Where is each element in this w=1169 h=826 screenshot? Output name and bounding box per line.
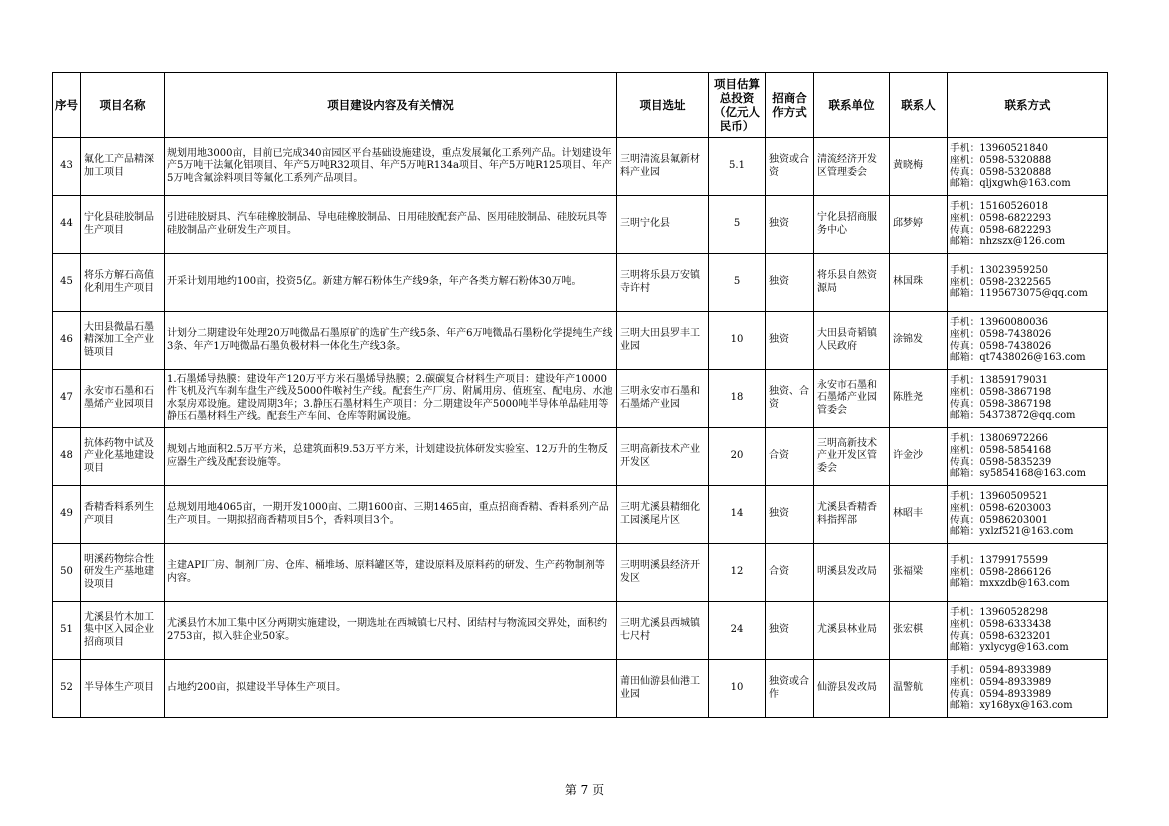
cell-contact-info [948, 196, 1108, 254]
contact-line: 传真：0598-5835239 [950, 456, 1052, 468]
cell-investment: 24 [709, 602, 766, 660]
contact-line: 座机：0598-2866126 [950, 566, 1052, 578]
cell-project-name: 大田县微晶石墨精深加工全产业链项目 [81, 312, 165, 370]
cell-cooperation-mode: 独资或合资 [766, 138, 814, 196]
project-table-sheet [52, 72, 1107, 718]
cell-investment: 5 [709, 254, 766, 312]
contact-line: 传真：0598-5320888 [950, 166, 1052, 178]
page-number: 第 7 页 [564, 783, 605, 797]
cell-project-name: 香精香料系列生产项目 [81, 486, 165, 544]
cell-investment: 5.1 [709, 138, 766, 196]
cell-contact-person: 林国珠 [890, 254, 948, 312]
cell-content: 主建API厂房、制剂厂房、仓库、桶堆场、原料罐区等，建设原料及原料药的研发、生产药物制剂等内容。 [165, 544, 617, 602]
cell-no: 48 [53, 428, 81, 486]
cell-site: 三明高新技术产业开发区 [617, 428, 709, 486]
cell-contact-unit: 明溪县发改局 [814, 544, 890, 602]
table-row [53, 312, 1108, 370]
contact-line: 邮箱：yxlycyg@163.com [950, 642, 1069, 654]
cell-site: 三明宁化县 [617, 196, 709, 254]
cell-contact-person: 涂锦发 [890, 312, 948, 370]
cell-project-name: 氟化工产品精深加工项目 [81, 138, 165, 196]
cell-site: 三明将乐县万安镇寺许村 [617, 254, 709, 312]
cell-content: 计划分二期建设年处理20万吨微晶石墨原矿的选矿生产线5条、年产6万吨微晶石墨粉化学提纯生产线3条、年产1万吨微晶石墨负极材料一体化生产线3条。 [165, 312, 617, 370]
cell-contact-info [948, 312, 1108, 370]
contact-line: 手机：13806972266 [950, 432, 1048, 444]
table-header-row [53, 73, 1108, 138]
cell-site: 三明大田县罗丰工业园 [617, 312, 709, 370]
cell-contact-info [948, 602, 1108, 660]
cell-content: 规划占地面积2.5万平方米，总建筑面积9.53万平方米，计划建设抗体研发实验室、12万升的生物反应器生产线及配套设施等。 [165, 428, 617, 486]
contact-line: 传真：0598-6323201 [950, 630, 1052, 642]
cell-contact-unit: 三明高新技术产业开发区管委会 [814, 428, 890, 486]
contact-line: 邮箱：54373872@qq.com [950, 410, 1076, 422]
cell-contact-unit: 宁化县招商服务中心 [814, 196, 890, 254]
cell-investment: 10 [709, 660, 766, 718]
header-unit: 联系单位 [814, 73, 890, 138]
header-site: 项目选址 [617, 73, 709, 138]
cell-no: 47 [53, 370, 81, 428]
cell-contact-person: 张福梁 [890, 544, 948, 602]
cell-no: 52 [53, 660, 81, 718]
cell-no: 43 [53, 138, 81, 196]
cell-contact-unit: 大田县奇韬镇人民政府 [814, 312, 890, 370]
contact-line: 邮箱：1195673075@qq.com [950, 288, 1088, 300]
cell-no: 45 [53, 254, 81, 312]
cell-project-name: 明溪药物综合性研发生产基地建设项目 [81, 544, 165, 602]
cell-content: 开采计划用地约100亩，投资5亿。新建方解石粉体生产线9条，年产各类方解石粉体30万吨。 [165, 254, 617, 312]
table-row [53, 660, 1108, 718]
cell-contact-person: 邱梦婷 [890, 196, 948, 254]
cell-no: 49 [53, 486, 81, 544]
header-mode: 招商合作方式 [766, 73, 814, 138]
cell-content: 引进硅胶厨具、汽车硅橡胶制品、导电硅橡胶制品、日用硅胶配套产品、医用硅胶制品、硅胶玩具等硅胶制品产业研发生产项目。 [165, 196, 617, 254]
cell-site: 三明尤溪县精细化工园溪尾片区 [617, 486, 709, 544]
cell-contact-info [948, 370, 1108, 428]
cell-project-name: 宁化县硅胶制品生产项目 [81, 196, 165, 254]
header-invest: 项目估算总投资（亿元人民币） [709, 73, 766, 138]
contact-line: 手机：13859179031 [950, 374, 1048, 386]
cell-investment: 12 [709, 544, 766, 602]
cell-contact-info [948, 138, 1108, 196]
project-table [52, 72, 1108, 718]
contact-line: 手机：15160526018 [950, 200, 1048, 212]
contact-line: 座机：0598-6822293 [950, 212, 1052, 224]
cell-contact-unit: 尤溪县香精香料指挥部 [814, 486, 890, 544]
header-contact: 联系方式 [948, 73, 1108, 138]
table-row [53, 196, 1108, 254]
table-row [53, 486, 1108, 544]
cell-contact-unit: 清流经济开发区管理委会 [814, 138, 890, 196]
table-row [53, 544, 1108, 602]
contact-line: 手机：13023959250 [950, 264, 1048, 276]
cell-site: 莆田仙游县仙港工业园 [617, 660, 709, 718]
contact-line: 传真：0598-3867198 [950, 398, 1052, 410]
cell-content: 规划用地3000亩，目前已完成340亩园区平台基础设施建设，重点发展氟化工系列产品。计划建设年产5万吨干法氟化铝项目、年产5万吨R32项目、年产5万吨R134a项目、年产5万吨R125项目、年产5万吨含氟涂料项目等氟化工系列产品项目。 [165, 138, 617, 196]
contact-line: 手机：13799175599 [950, 554, 1048, 566]
cell-no: 50 [53, 544, 81, 602]
cell-contact-person: 张宏棋 [890, 602, 948, 660]
contact-line: 座机：0598-2322565 [950, 276, 1052, 288]
header-no: 序号 [53, 73, 81, 138]
cell-project-name: 抗体药物中试及产业化基地建设项目 [81, 428, 165, 486]
cell-investment: 10 [709, 312, 766, 370]
contact-line: 手机：13960509521 [950, 490, 1048, 502]
contact-line: 座机：0598-7438026 [950, 328, 1052, 340]
cell-contact-person: 林昭丰 [890, 486, 948, 544]
cell-project-name: 尤溪县竹木加工集中区入园企业招商项目 [81, 602, 165, 660]
contact-line: 座机：0598-6333438 [950, 618, 1052, 630]
table-row [53, 138, 1108, 196]
header-name: 项目名称 [81, 73, 165, 138]
contact-line: 传真：0598-7438026 [950, 340, 1052, 352]
cell-investment: 18 [709, 370, 766, 428]
cell-cooperation-mode: 独资 [766, 486, 814, 544]
cell-contact-info [948, 544, 1108, 602]
table-row [53, 428, 1108, 486]
cell-contact-info [948, 254, 1108, 312]
contact-line: 邮箱：qljxgwh@163.com [950, 178, 1071, 190]
contact-line: 邮箱：xy168yx@163.com [950, 700, 1073, 712]
cell-site: 三明永安市石墨和石墨烯产业园 [617, 370, 709, 428]
table-row [53, 370, 1108, 428]
cell-content: 1.石墨烯导热膜：建设年产120万平方米石墨烯导热膜；2.碳碳复合材料生产项目：建设年产10000件飞机及汽车刹车盘生产线及5000件喉衬生产线。配套生产厂房、附属用房、值班室、配电房、水池水泵房邓设施。建设周期3年；3.静压石墨材料生产项目：分二期建设年产5000吨半导体单晶硅用等静压石墨材料生产线。配套生产车间、仓库等附属设施。 [165, 370, 617, 428]
contact-line: 传真：0598-6822293 [950, 224, 1052, 236]
contact-line: 传真：0594-8933989 [950, 688, 1052, 700]
cell-content: 尤溪县竹木加工集中区分两期实施建设，一期选址在西城镇七尺村、团结村与物流园交界处，面积约2753亩，拟入驻企业50家。 [165, 602, 617, 660]
cell-contact-info [948, 660, 1108, 718]
cell-no: 51 [53, 602, 81, 660]
contact-line: 手机：13960521840 [950, 142, 1048, 154]
table-row [53, 602, 1108, 660]
table-row [53, 254, 1108, 312]
contact-line: 邮箱：sy5854168@163.com [950, 468, 1086, 480]
cell-site: 三明尤溪县西城镇七尺村 [617, 602, 709, 660]
cell-cooperation-mode: 独资 [766, 602, 814, 660]
cell-contact-info [948, 486, 1108, 544]
cell-contact-unit: 仙游县发改局 [814, 660, 890, 718]
contact-line: 座机：0598-3867198 [950, 386, 1052, 398]
contact-line: 手机：13960080036 [950, 316, 1048, 328]
contact-line: 邮箱：nhzszx@126.com [950, 236, 1066, 248]
cell-cooperation-mode: 独资 [766, 312, 814, 370]
cell-project-name: 将乐方解石高值化利用生产项目 [81, 254, 165, 312]
cell-no: 44 [53, 196, 81, 254]
contact-line: 座机：0594-8933989 [950, 676, 1052, 688]
contact-line: 传真：05986203001 [950, 514, 1048, 526]
cell-investment: 20 [709, 428, 766, 486]
cell-cooperation-mode: 独资或合作 [766, 660, 814, 718]
contact-line: 邮箱：qt7438026@163.com [950, 352, 1086, 364]
cell-project-name: 半导体生产项目 [81, 660, 165, 718]
contact-line: 邮箱：yxlzf521@163.com [950, 526, 1074, 538]
contact-line: 手机：13960528298 [950, 606, 1048, 618]
cell-contact-info [948, 428, 1108, 486]
cell-investment: 5 [709, 196, 766, 254]
cell-cooperation-mode: 合资 [766, 544, 814, 602]
header-content: 项目建设内容及有关情况 [165, 73, 617, 138]
cell-contact-unit: 将乐县自然资源局 [814, 254, 890, 312]
contact-line: 座机：0598-5854168 [950, 444, 1052, 456]
cell-content: 占地约200亩，拟建设半导体生产项目。 [165, 660, 617, 718]
table-body [53, 138, 1108, 718]
cell-contact-unit: 尤溪县林业局 [814, 602, 890, 660]
cell-cooperation-mode: 独资 [766, 196, 814, 254]
cell-site: 三明清流县氟新材料产业园 [617, 138, 709, 196]
cell-project-name: 永安市石墨和石墨烯产业园项目 [81, 370, 165, 428]
contact-line: 邮箱：mxxzdb@163.com [950, 578, 1070, 590]
cell-investment: 14 [709, 486, 766, 544]
cell-contact-person: 陈胜尧 [890, 370, 948, 428]
header-person: 联系人 [890, 73, 948, 138]
cell-cooperation-mode: 合资 [766, 428, 814, 486]
cell-cooperation-mode: 独资、合资 [766, 370, 814, 428]
cell-contact-person: 黄晓梅 [890, 138, 948, 196]
cell-site: 三明明溪县经济开发区 [617, 544, 709, 602]
contact-line: 座机：0598-6203003 [950, 502, 1052, 514]
cell-cooperation-mode: 独资 [766, 254, 814, 312]
cell-no: 46 [53, 312, 81, 370]
contact-line: 手机：0594-8933989 [950, 664, 1052, 676]
cell-contact-person: 温警航 [890, 660, 948, 718]
contact-line: 座机：0598-5320888 [950, 154, 1052, 166]
cell-contact-unit: 永安市石墨和石墨烯产业园管委会 [814, 370, 890, 428]
cell-content: 总规划用地4065亩，一期开发1000亩、二期1600亩、三期1465亩，重点招商香精、香料系列产品生产项目。一期拟招商香精项目5个，香料项目3个。 [165, 486, 617, 544]
cell-contact-person: 许金沙 [890, 428, 948, 486]
